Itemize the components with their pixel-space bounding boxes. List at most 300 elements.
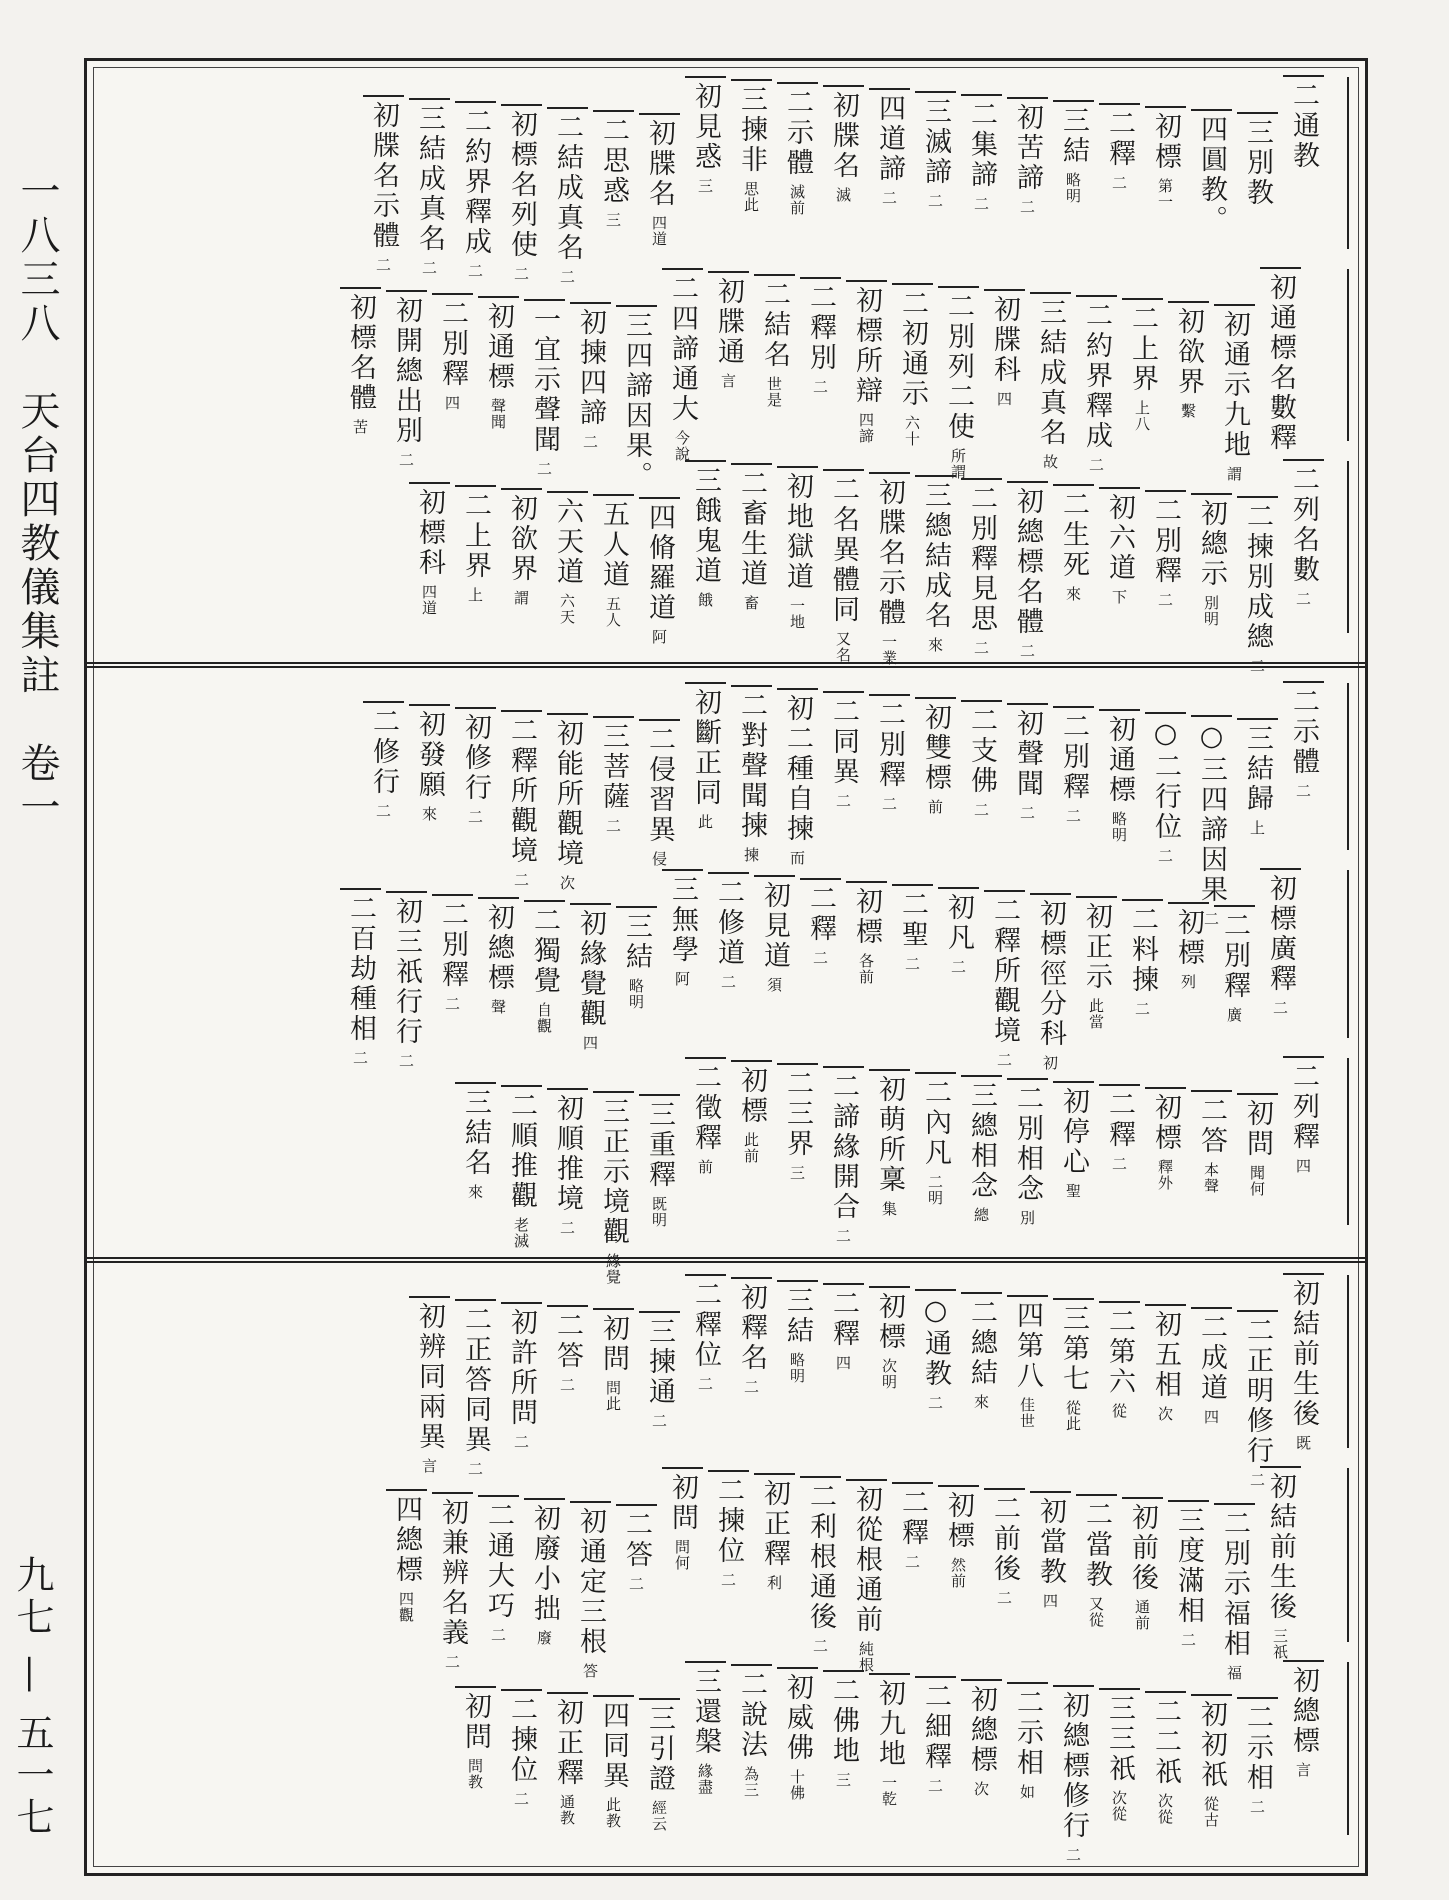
outline-node: [919, 1078, 951, 1206]
node-heading: ○二行位: [1150, 718, 1181, 842]
node-note: 福: [1225, 1665, 1243, 1682]
node-note: 六十: [903, 415, 921, 447]
bracket-line: [961, 1679, 1002, 1681]
outline-node: [919, 703, 951, 815]
bracket-line: [455, 485, 496, 487]
node-note: 今說: [673, 430, 691, 462]
node-note: 阿: [650, 629, 668, 645]
node-heading: 二釋: [828, 1289, 859, 1349]
node-note: 二: [742, 1379, 760, 1395]
outline-node: [1103, 1307, 1135, 1419]
node-note: 揀: [742, 847, 760, 863]
node-heading: 初揀四諦: [575, 308, 606, 428]
outline-node: [781, 1673, 813, 1801]
outline-node: [735, 691, 767, 863]
outline-node: [367, 707, 399, 819]
node-heading: 初標: [943, 1491, 974, 1552]
node-note: 二: [972, 196, 990, 212]
node-heading: 初見惑: [690, 82, 721, 172]
outline-node: [1287, 1666, 1319, 1778]
bracket-line: [708, 271, 749, 273]
node-note: 滅: [834, 187, 852, 203]
bracket-line: [869, 1069, 910, 1071]
bracket-line: [662, 1467, 703, 1469]
node-heading: 初五相: [1150, 1310, 1181, 1400]
node-note: 釋外: [1156, 1158, 1174, 1191]
node-heading: 初停心: [1058, 1086, 1089, 1177]
node-note: 四: [1294, 1157, 1312, 1174]
node-note: 所謂: [949, 448, 967, 480]
bracket-line: [938, 286, 979, 288]
node-heading: 二結成真名: [552, 113, 583, 263]
node-note: 次從: [1156, 1792, 1174, 1825]
outline-node: [459, 1305, 491, 1477]
node-note: 初: [1041, 1055, 1059, 1072]
node-note: 二: [535, 461, 553, 477]
bracket-line: [1122, 899, 1163, 901]
node-note: 次: [972, 1780, 990, 1797]
outline-node: [735, 1670, 767, 1798]
node-note: 二: [1248, 1798, 1266, 1815]
outline-node: [1126, 905, 1158, 1017]
node-heading: 初正釋: [552, 1697, 583, 1788]
bracket-line: [1214, 1503, 1255, 1505]
bracket-line: [501, 1689, 542, 1691]
node-heading: 二總結: [966, 1298, 997, 1388]
node-heading: 三滅諦: [920, 97, 951, 187]
outline-node: [1149, 1093, 1181, 1191]
node-heading: 一宜示聲聞: [529, 305, 560, 455]
bracket-trunk: [1347, 461, 1349, 633]
bracket-trunk: [1347, 1275, 1349, 1448]
bracket-line: [1145, 1087, 1186, 1089]
node-note: 二: [1018, 805, 1036, 821]
node-heading: 二釋所觀境: [989, 896, 1020, 1047]
node-note: 須: [765, 977, 783, 994]
node-heading: 初標: [736, 1065, 767, 1126]
outline-node: [390, 296, 422, 468]
bracket-line: [777, 1063, 818, 1065]
outline-node: [1287, 687, 1319, 799]
node-heading: 二佛地: [828, 1675, 859, 1766]
bracket-line: [1283, 1273, 1324, 1275]
node-note: 二: [1133, 1001, 1151, 1018]
node-note: 通教: [558, 1793, 576, 1826]
node-note: 二: [995, 1590, 1013, 1607]
node-heading: 二約界釋成: [1081, 301, 1112, 451]
outline-node: [988, 1494, 1020, 1606]
outline-node: [873, 478, 905, 666]
node-note: 六天: [558, 593, 576, 625]
outline-node: [689, 466, 721, 608]
outline-node: [1149, 1310, 1181, 1422]
node-heading: 二列釋: [1288, 1061, 1319, 1152]
node-note: 前: [696, 1158, 714, 1175]
node-note: 自觀: [535, 1002, 553, 1035]
bracket-line: [1076, 295, 1117, 297]
bracket-line: [869, 88, 910, 90]
bracket-line: [777, 688, 818, 690]
node-heading: 四同異: [598, 1700, 629, 1791]
outline-node: [620, 1510, 652, 1592]
bracket-line: [961, 1075, 1002, 1077]
node-heading: 四總標: [391, 1495, 422, 1586]
bracket-line: [961, 700, 1002, 702]
node-heading: 三揀非: [736, 85, 767, 175]
bracket-line: [915, 697, 956, 699]
outline-node: [758, 280, 790, 408]
node-heading: 三別教: [1242, 118, 1273, 208]
outline-node: [1149, 1697, 1181, 1825]
node-heading: 三餓鬼道: [690, 466, 721, 586]
outline-node: [873, 700, 905, 812]
bracket-line: [662, 268, 703, 270]
outline-node: [1149, 496, 1181, 608]
node-heading: 四圓教。: [1196, 115, 1227, 235]
bracket-line: [915, 91, 956, 93]
node-heading: 三三祇: [1104, 1693, 1135, 1784]
outline-node: [712, 878, 744, 990]
node-note: 二: [420, 260, 438, 276]
node-note: 二: [1064, 808, 1082, 824]
node-note: 二: [466, 263, 484, 279]
node-note: 為三: [742, 1765, 760, 1798]
node-heading: 四脩羅道: [644, 503, 675, 623]
bracket-line: [639, 113, 680, 115]
bracket-line: [524, 1498, 565, 1500]
node-heading: 初正釋: [759, 1479, 790, 1570]
node-note: 二: [1087, 457, 1105, 473]
bracket-line: [386, 290, 427, 292]
bracket-line: [501, 1302, 542, 1304]
node-heading: 二通大巧: [483, 1501, 514, 1622]
outline-node: [896, 890, 928, 972]
node-note: 列: [1179, 974, 1197, 991]
node-heading: 二通教: [1288, 81, 1319, 171]
outline-node: [1011, 103, 1043, 215]
node-heading: 初順推境: [552, 1093, 583, 1214]
outline-node: [528, 906, 560, 1034]
node-note: 三祇: [1271, 1628, 1289, 1661]
node-note: 二: [443, 1654, 461, 1671]
node-heading: 二示體: [1288, 687, 1319, 777]
node-heading: 初當教: [1035, 1497, 1066, 1588]
node-heading: 二列名數: [1288, 465, 1319, 585]
outline-node: [1057, 712, 1089, 824]
node-note: 四: [581, 1035, 599, 1052]
outline-node: [1011, 1084, 1043, 1226]
outline-node: [1103, 109, 1135, 191]
bracket-line: [1237, 718, 1278, 720]
bracket-line: [731, 1664, 772, 1666]
outline-node: [1057, 1304, 1089, 1432]
bracket-line: [1191, 493, 1232, 495]
outline-node: [689, 1667, 721, 1795]
node-heading: 初斷正同: [690, 688, 721, 808]
outline-node: [344, 293, 376, 435]
panel-divider-2: [87, 1257, 1365, 1263]
bracket-line: [639, 497, 680, 499]
node-note: 思此: [742, 181, 760, 213]
outline-node: [1241, 118, 1273, 208]
bracket-line: [1053, 1298, 1094, 1300]
node-note: 然前: [949, 1557, 967, 1590]
bracket-line: [731, 463, 772, 465]
outline-node: [459, 1088, 491, 1200]
node-note: 聲聞: [489, 398, 507, 430]
node-note: 世是: [765, 376, 783, 408]
bracket-line: [777, 466, 818, 468]
node-note: 一地: [788, 598, 806, 630]
node-heading: 三結: [1058, 106, 1089, 166]
bracket-line: [731, 685, 772, 687]
node-heading: 初緣覺觀: [575, 909, 606, 1030]
bracket-line: [846, 280, 887, 282]
node-note: 如: [1018, 1783, 1036, 1800]
node-heading: 三結成真名: [414, 104, 445, 254]
outline-node: [850, 887, 882, 985]
outline-node: [988, 295, 1020, 407]
node-note: 二: [581, 434, 599, 450]
outline-node: [551, 497, 583, 625]
node-heading: 二百劫種相: [345, 894, 376, 1045]
node-note: 二: [489, 1627, 507, 1644]
bracket-line: [823, 1066, 864, 1068]
outline-node: [827, 1289, 859, 1371]
outline-node: [1011, 487, 1043, 659]
node-heading: 初見道: [759, 881, 790, 972]
node-heading: 初三祇行行: [391, 897, 422, 1048]
outline-node: [1103, 715, 1135, 843]
node-note: 略明: [627, 978, 645, 1011]
bracket-line: [501, 710, 542, 712]
margin-book-title: 一八三八 天台四教儀集註 卷一: [14, 170, 60, 830]
bracket-line: [1099, 1688, 1140, 1690]
node-note: 二: [558, 1219, 576, 1236]
node-heading: 二修道: [713, 878, 744, 969]
bracket-line: [869, 694, 910, 696]
node-note: 此教: [604, 1796, 622, 1829]
outline-node: [643, 1317, 675, 1429]
node-note: 二: [1156, 592, 1174, 608]
outline-node: [1103, 1090, 1135, 1172]
node-note: 總: [972, 1206, 990, 1223]
node-heading: 二釋: [1104, 109, 1135, 169]
outline-node: [1057, 1087, 1089, 1199]
bracket-line: [823, 85, 864, 87]
node-heading: 二徵釋: [690, 1062, 721, 1153]
outline-node: [781, 1286, 813, 1384]
bracket-line: [869, 1286, 910, 1288]
bracket-line: [1145, 1304, 1186, 1306]
node-heading: 二揀位: [506, 1694, 537, 1785]
bracket-line: [938, 1485, 979, 1487]
bracket-trunk: [1347, 77, 1349, 249]
bracket-line: [1145, 106, 1186, 108]
outline-node: [1218, 1509, 1250, 1682]
node-heading: 二支佛: [966, 706, 997, 796]
bracket-line: [524, 299, 565, 301]
outline-node: [1195, 1313, 1227, 1425]
node-note: 此前: [742, 1131, 760, 1164]
bracket-line: [1168, 301, 1209, 303]
node-note: 四諦: [857, 412, 875, 444]
outline-node: [1057, 106, 1089, 204]
bracket-line: [915, 475, 956, 477]
bracket-line: [616, 305, 657, 307]
node-heading: 初問: [598, 1314, 629, 1374]
node-note: 二: [351, 1050, 369, 1067]
bracket-line: [478, 897, 519, 899]
outline-node: [965, 484, 997, 656]
outline-node: [919, 1295, 951, 1411]
bracket-line: [616, 906, 657, 908]
outline-node: [689, 1280, 721, 1392]
bracket-line: [547, 1692, 588, 1694]
outline-node: [505, 494, 537, 606]
outline-node: [1241, 1703, 1273, 1815]
outline-node: [1080, 902, 1112, 1030]
node-heading: 初通定三根: [575, 1507, 606, 1658]
node-heading: 二思惑: [598, 116, 629, 206]
bracket-line: [1191, 1694, 1232, 1696]
bracket-line: [1145, 712, 1186, 714]
node-note: 二: [972, 802, 990, 818]
outline-node: [735, 1283, 767, 1395]
outline-node: [965, 1081, 997, 1223]
node-note: 二: [1110, 175, 1128, 191]
node-note: 畜: [742, 595, 760, 611]
node-note: 故: [1041, 454, 1059, 470]
outline-node: [1034, 298, 1066, 470]
outline-node: [1195, 1700, 1227, 1828]
bracket-line: [1237, 112, 1278, 114]
node-note: 別: [1018, 1209, 1036, 1226]
outline-node: [965, 1685, 997, 1797]
node-heading: 初牒名示體: [368, 101, 399, 251]
bracket-line: [501, 104, 542, 106]
node-note: 三: [696, 178, 714, 194]
outline-node: [689, 82, 721, 194]
node-heading: 初問: [460, 1691, 491, 1752]
bracket-line: [800, 1476, 841, 1478]
outline-node: [712, 1476, 744, 1588]
outline-node: [942, 893, 974, 975]
node-note: 佳世: [1018, 1397, 1036, 1429]
outline-node: [528, 305, 560, 477]
bracket-line: [1237, 1310, 1278, 1312]
bracket-line: [1076, 1494, 1117, 1496]
node-note: 答: [581, 1663, 599, 1680]
node-heading: 二示相: [1242, 1702, 1273, 1793]
node-heading: 二第六: [1104, 1307, 1135, 1397]
node-heading: 初牒名: [828, 91, 859, 181]
bracket-line: [1007, 1295, 1048, 1297]
node-note: 來: [1064, 586, 1082, 602]
bracket-line: [1053, 484, 1094, 486]
node-note: 經云: [650, 1799, 668, 1832]
outline-node: [896, 1488, 928, 1570]
node-note: 二: [1018, 643, 1036, 659]
node-heading: 初總標: [966, 1684, 997, 1775]
node-heading: 初標: [851, 887, 882, 948]
node-note: 利: [765, 1575, 783, 1592]
outline-node: [942, 1491, 974, 1589]
node-note: 四: [1041, 1593, 1059, 1610]
node-heading: 初結前生後: [1265, 1472, 1296, 1623]
node-heading: 三揀通: [644, 1317, 675, 1407]
node-heading: 初總標修行: [1058, 1690, 1089, 1841]
node-heading: 初標徑分科: [1035, 899, 1066, 1050]
node-heading: 二對聲聞揀: [736, 691, 767, 841]
bracket-line: [892, 1482, 933, 1484]
bracket-line: [593, 716, 634, 718]
node-note: 廢: [535, 1630, 553, 1647]
node-heading: 初標: [1150, 1092, 1181, 1153]
outline-node: [988, 896, 1020, 1069]
bracket-line: [1053, 1081, 1094, 1083]
bracket-line: [547, 1305, 588, 1307]
node-heading: 二示相: [1012, 1687, 1043, 1778]
node-note: 四: [443, 395, 461, 411]
bracket-line: [501, 488, 542, 490]
outline-node: [459, 491, 491, 603]
outline-node: [1034, 1497, 1066, 1609]
node-note: 本聲: [1202, 1161, 1220, 1194]
bracket-line: [754, 274, 795, 276]
node-heading: 二別釋: [1150, 496, 1181, 586]
outline-node: [1011, 709, 1043, 821]
bracket-line: [1191, 109, 1232, 111]
node-heading: 初總標: [1288, 1665, 1319, 1756]
node-heading: 初標科: [414, 488, 445, 578]
node-heading: 二正答同異: [460, 1305, 491, 1455]
outline-node: [1264, 273, 1296, 453]
node-heading: 二修行: [368, 707, 399, 797]
node-heading: 初牒名示體: [874, 478, 905, 628]
bracket-line: [593, 1695, 634, 1697]
node-heading: 二別釋見思: [966, 484, 997, 634]
node-note: 略明: [1110, 811, 1128, 843]
node-note: 二: [1294, 783, 1312, 799]
node-heading: 三無學: [667, 875, 698, 966]
bracket-line: [1191, 715, 1232, 717]
outline-node: [1195, 1096, 1227, 1194]
outline-node: [413, 488, 445, 616]
node-note: 二: [466, 1461, 484, 1477]
outline-node: [1264, 1472, 1296, 1661]
outline-node: [505, 1308, 537, 1450]
bracket-line: [547, 107, 588, 109]
outline-panel-bottom: [93, 1265, 1359, 1865]
node-heading: 二獨覺: [529, 906, 560, 997]
bracket-line: [708, 872, 749, 874]
node-heading: 初苦諦: [1012, 103, 1043, 193]
node-heading: 二聖: [897, 890, 928, 951]
bracket-line: [1099, 103, 1140, 105]
bracket-line: [386, 1489, 427, 1491]
outline-node: [413, 710, 445, 822]
bracket-line: [1191, 1307, 1232, 1309]
node-note: 次: [1156, 1406, 1174, 1422]
node-heading: 二別示福相: [1219, 1509, 1250, 1660]
node-heading: 五人道: [598, 500, 629, 590]
bracket-line: [1260, 1466, 1301, 1468]
bracket-line: [432, 1492, 473, 1494]
bracket-line: [363, 95, 404, 97]
outline-node: [413, 104, 445, 276]
node-note: 三: [834, 1771, 852, 1788]
